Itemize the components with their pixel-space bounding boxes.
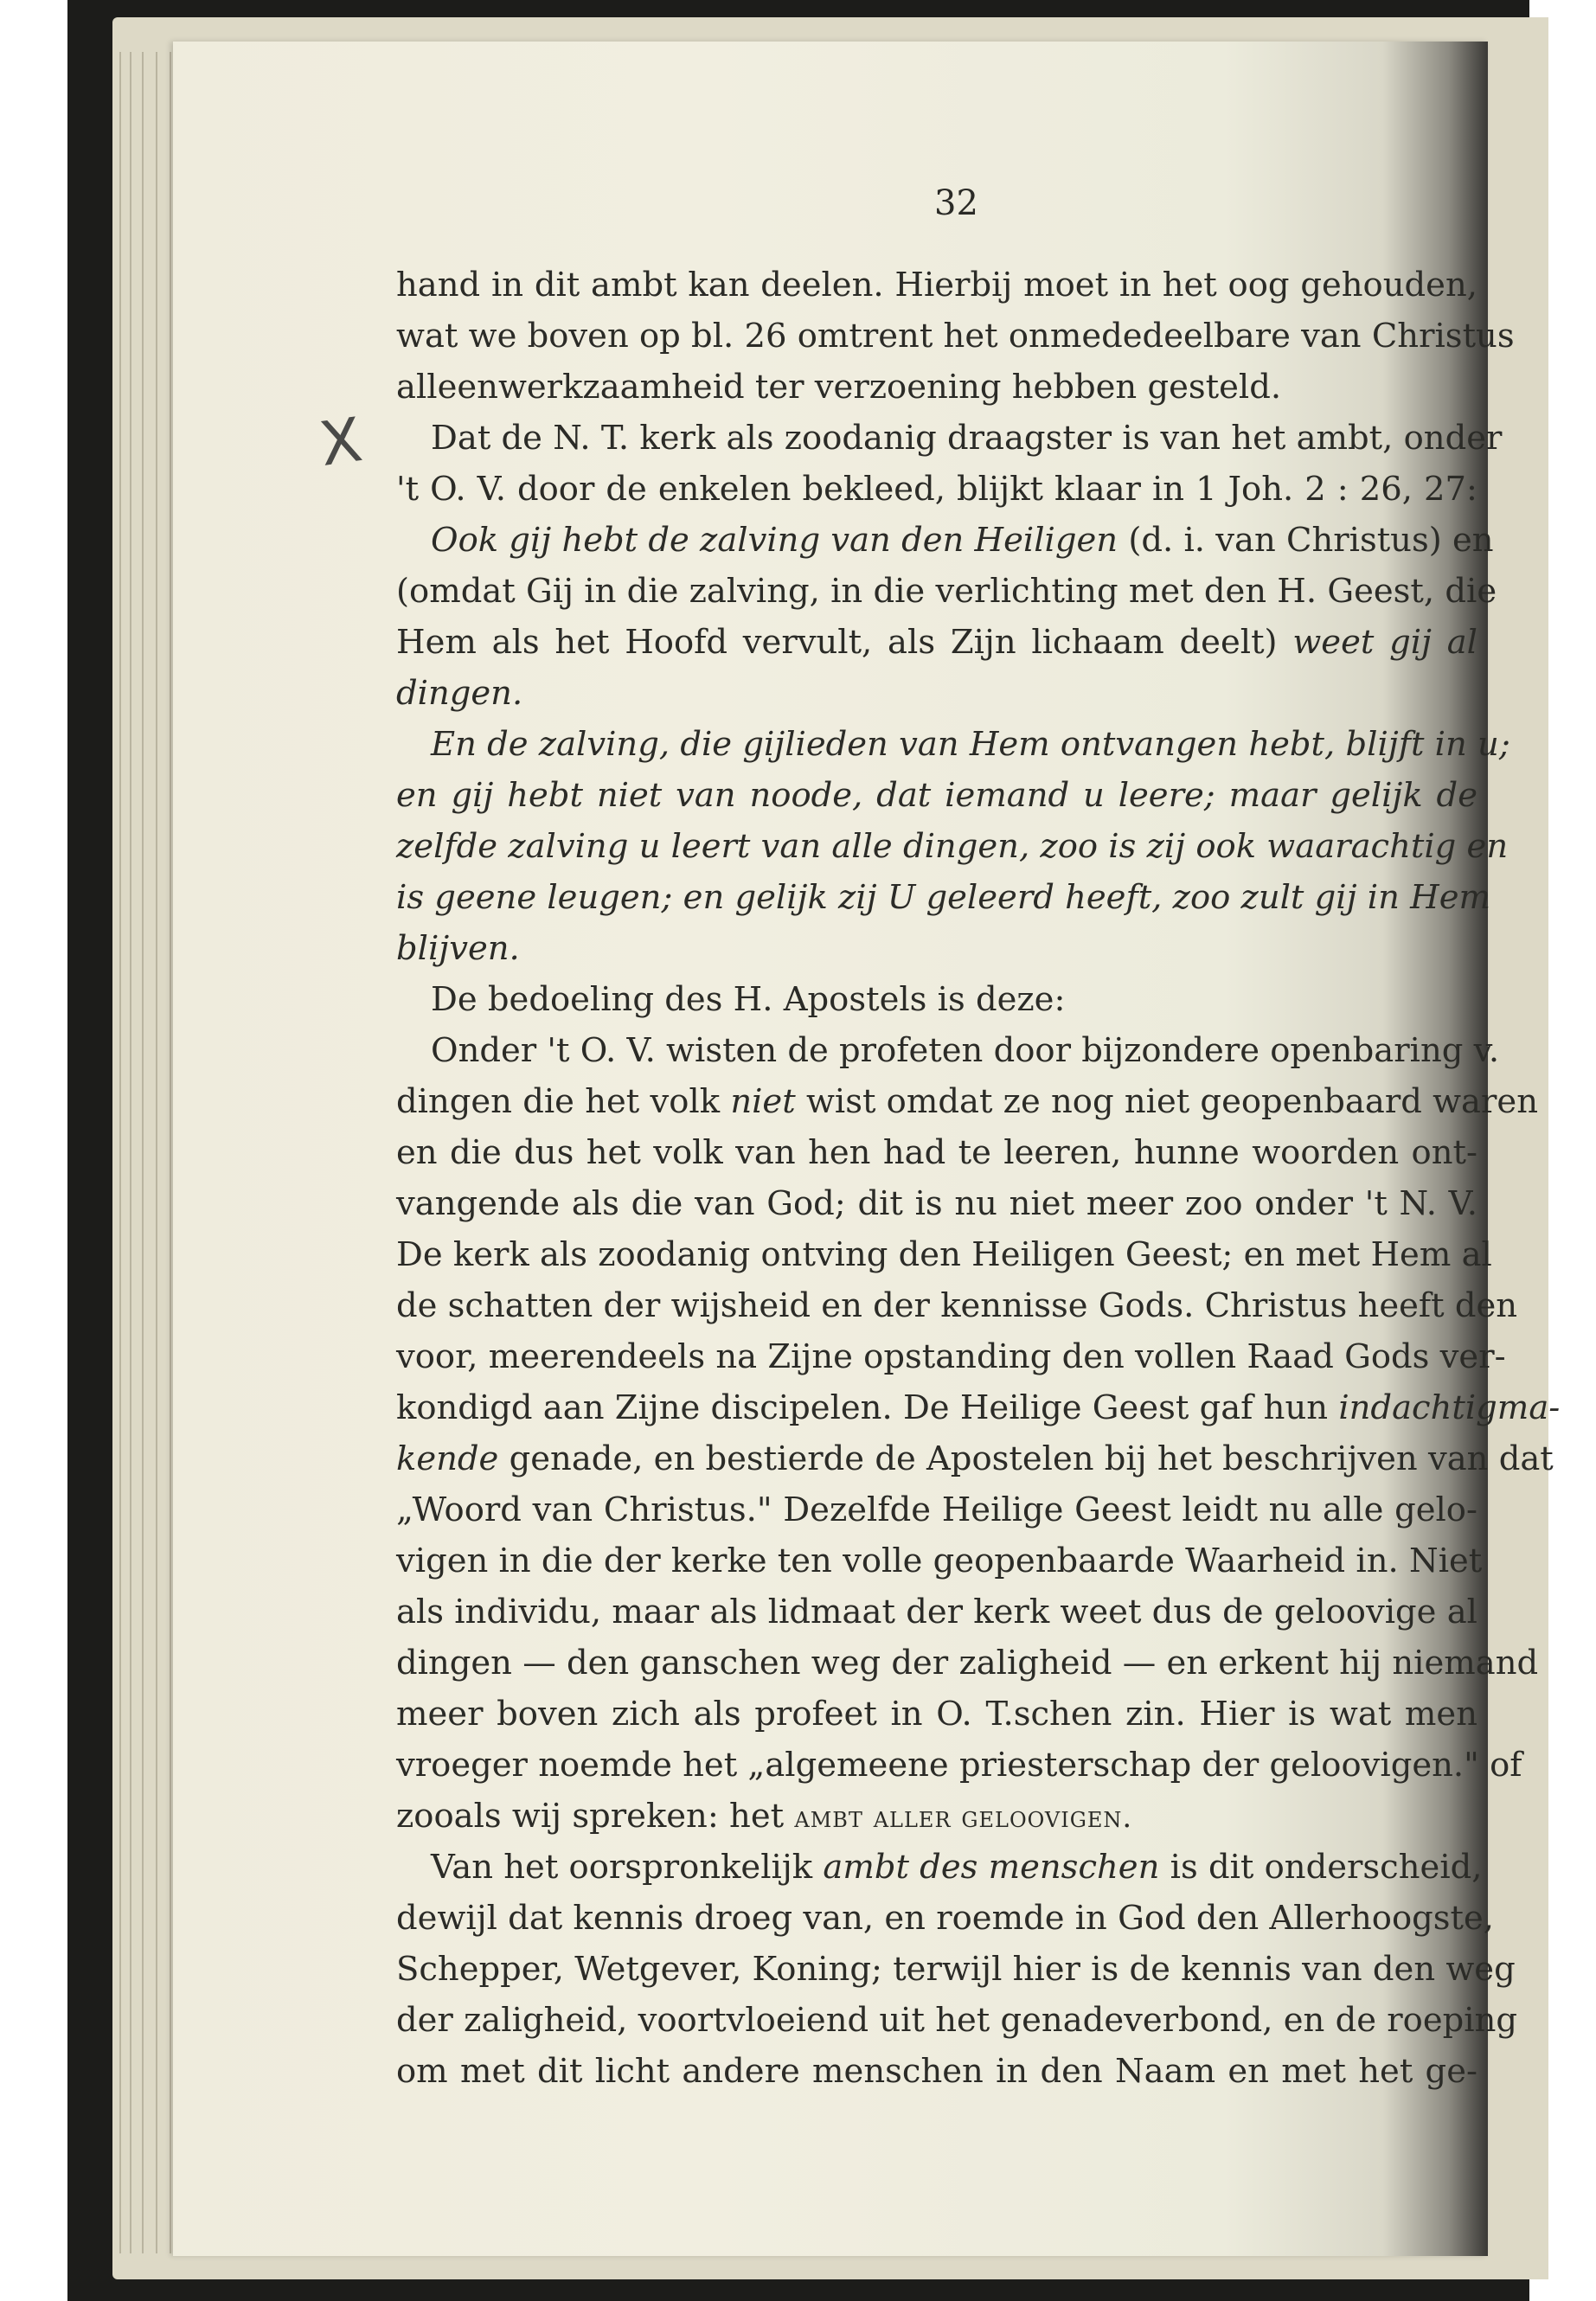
text-line: Dat de N. T. kerk als zoodanig draagster is van het ambt, onder xyxy=(431,419,1503,458)
text-line: dewijl dat kennis droeg van, en roemde in God den Allerhoogste, xyxy=(396,1899,1495,1938)
text-line: vigen in die der kerke ten volle geopenbaarde Waarheid in. Niet xyxy=(396,1541,1483,1580)
text-line: Schepper, Wetgever, Koning; terwijl hier is de kennis van den weg xyxy=(396,1950,1516,1989)
text-fragment: Van het oorspronkelijk xyxy=(431,1848,813,1887)
text-line: vroeger noemde het „algemeene priesterschap der geloovigen." of xyxy=(396,1746,1522,1785)
emphasis-word: niet xyxy=(730,1082,796,1121)
text-line: dingen. xyxy=(396,674,523,713)
text-fragment: Hem als het Hoofd vervult, als Zijn lichaam deelt) xyxy=(396,623,1278,662)
text-fragment: wist omdat ze nog niet geopenbaard waren xyxy=(805,1082,1538,1121)
text-line: als individu, maar als lidmaat der kerk weet dus de geloovige al xyxy=(396,1593,1477,1631)
text-line xyxy=(396,1433,1554,1484)
text-line: Onder 't O. V. wisten de profeten door bijzondere openbaring v. xyxy=(431,1031,1500,1070)
text-line: wat we boven op bl. 26 omtrent het onmededeelbare van Christus xyxy=(396,317,1515,356)
text-line xyxy=(396,1791,1477,1842)
text-line: om met dit licht andere menschen in den Naam en met het ge- xyxy=(396,2052,1477,2091)
text-line: De kerk als zoodanig ontving den Heiligen Geest; en met Hem al xyxy=(396,1235,1492,1274)
emphasis-word: kende xyxy=(396,1439,499,1478)
scripture-quote-line: zelfde zalving u leert van alle dingen, zoo is zij ook waarachtig en xyxy=(396,827,1509,866)
scripture-quote: Ook gij hebt de zalving van den Heiligen xyxy=(431,521,1118,560)
text-line xyxy=(396,1842,1483,1893)
text-fragment: (d. i. van Christus) en xyxy=(1128,521,1494,560)
handwritten-margin-mark: X xyxy=(315,404,367,480)
text-line xyxy=(396,1076,1538,1127)
text-line: De bedoeling des H. Apostels is deze: xyxy=(431,980,1066,1019)
text-fragment: zooals wij spreken: het xyxy=(396,1797,795,1836)
scripture-quote-line: en gij hebt niet van noode, dat iemand u leere; maar gelijk de xyxy=(396,776,1477,815)
text-line: „Woord van Christus." Dezelfde Heilige Geest leidt nu alle gelo- xyxy=(396,1490,1477,1529)
text-line: der zaligheid, voortvloeiend uit het genadeverbond, en de roeping xyxy=(396,2001,1518,2040)
text-line: en die dus het volk van hen had te leeren, hunne woorden ont- xyxy=(396,1133,1477,1172)
text-line: (omdat Gij in die zalving, in die verlichting met den H. Geest, die xyxy=(396,572,1497,611)
emphasis-word: indachtigma- xyxy=(1338,1388,1561,1427)
scripture-quote-line: blijven. xyxy=(396,929,520,968)
text-line xyxy=(396,1382,1561,1433)
text-line: voor, meerendeels na Zijne opstanding den vollen Raad Gods ver- xyxy=(396,1337,1506,1376)
text-line xyxy=(396,617,1477,668)
page-number: 32 xyxy=(934,183,978,223)
body-text xyxy=(396,260,1561,2097)
text-fragment: dingen die het volk xyxy=(396,1082,721,1121)
scripture-quote-line: En de zalving, die gijlieden van Hem ontvangen hebt, blijft in u; xyxy=(431,725,1510,764)
text-fragment: kondigd aan Zijne discipelen. De Heilige Geest gaf hun xyxy=(396,1388,1329,1427)
text-line: meer boven zich als profeet in O. T.schen zin. Hier is wat men xyxy=(396,1695,1477,1734)
text-line: alleenwerkzaamheid ter verzoening hebben gesteld. xyxy=(396,368,1282,407)
scripture-quote: weet gij al xyxy=(1292,623,1477,662)
text-line: 't O. V. door de enkelen bekleed, blijkt klaar in 1 Joh. 2 : 26, 27: xyxy=(396,470,1477,509)
scripture-quote-line: is geene leugen; en gelijk zij U geleerd heeft, zoo zult gij in Hem xyxy=(396,878,1490,917)
small-caps-term: ambt aller geloovigen. xyxy=(794,1800,1133,1835)
text-line: de schatten der wijsheid en der kennisse Gods. Christus heeft den xyxy=(396,1286,1518,1325)
text-line: vangende als die van God; dit is nu niet meer zoo onder 't N. V. xyxy=(396,1184,1477,1223)
text-line: dingen — den ganschen weg der zaligheid — en erkent hij niemand xyxy=(396,1644,1539,1682)
text-line: hand in dit ambt kan deelen. Hierbij moet in het oog gehouden, xyxy=(396,266,1477,304)
text-fragment: is dit onderscheid, xyxy=(1170,1848,1483,1887)
emphasis-word: ambt des menschen xyxy=(823,1848,1160,1887)
text-fragment: genade, en bestierde de Apostelen bij het beschrijven van dat xyxy=(509,1439,1554,1478)
text-line xyxy=(396,515,1494,566)
